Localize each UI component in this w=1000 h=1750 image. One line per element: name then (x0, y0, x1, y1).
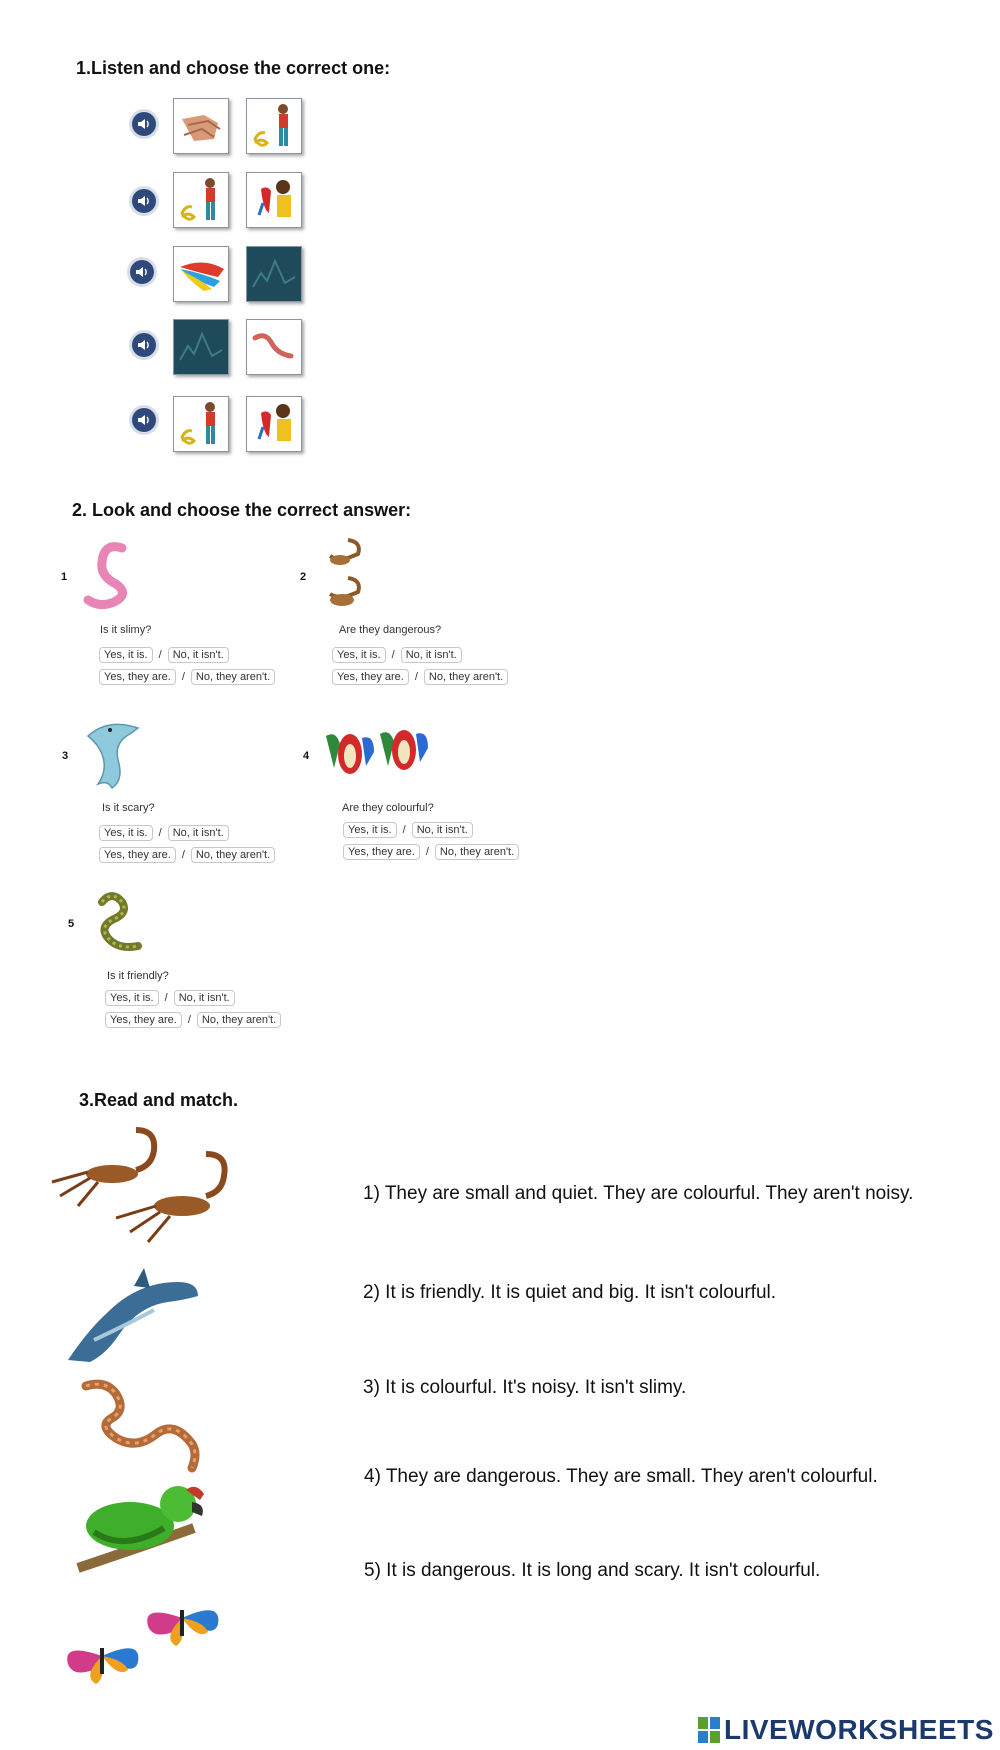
match-picture-butterflies[interactable] (62, 1596, 232, 1690)
choice-tile-wing[interactable] (173, 246, 229, 302)
speaker-icon (136, 412, 152, 428)
boy-snake-icon (174, 397, 228, 451)
separator: / (391, 649, 395, 661)
choice-tile-dark[interactable] (246, 246, 302, 302)
boy-snake-icon (247, 99, 301, 153)
answer-no-they-arent[interactable]: No, they aren't. (191, 847, 275, 863)
match-picture-dolphin[interactable] (64, 1264, 204, 1364)
answer-yes-they-are[interactable]: Yes, they are. (99, 847, 176, 863)
snake-icon (86, 1384, 195, 1468)
butterfly-icon (67, 1648, 138, 1684)
answer-no-it-isnt[interactable]: No, it isn't. (168, 647, 229, 663)
choice-tile-boy-snake[interactable] (173, 172, 229, 228)
choice-tile-hands[interactable] (173, 98, 229, 154)
dolphin-icon (82, 716, 154, 796)
item-number: 1 (61, 571, 68, 583)
question-text: Is it scary? (102, 802, 155, 814)
answer-yes-they-are[interactable]: Yes, they are. (99, 669, 176, 685)
speaker-icon (136, 193, 152, 209)
speaker-icon (136, 116, 152, 132)
scorpion-icon (116, 1154, 225, 1242)
audio-speaker-button-1[interactable] (132, 112, 156, 136)
choice-tile-boy-snake[interactable] (246, 98, 302, 154)
match-statement-5[interactable]: 5) It is dangerous. It is long and scary. It isn't colourful. (364, 1560, 821, 1581)
brand-name: LIVEWORKSHEETS (724, 1714, 994, 1745)
item-number: 2 (300, 571, 307, 583)
choice-tile-dark[interactable] (173, 319, 229, 375)
answer-options-row-they (99, 669, 275, 685)
separator: / (164, 992, 168, 1004)
section2-heading: 2. Look and choose the correct answer: (72, 500, 412, 520)
answer-no-it-isnt[interactable]: No, it isn't. (412, 822, 473, 838)
separator: / (425, 846, 429, 858)
audio-speaker-button-3[interactable] (130, 260, 154, 284)
answer-no-they-arent[interactable]: No, they aren't. (435, 844, 519, 860)
question-text: Is it friendly? (107, 970, 169, 982)
separator: / (158, 649, 162, 661)
answer-no-it-isnt[interactable]: No, it isn't. (174, 990, 235, 1006)
section1-heading: 1.Listen and choose the correct one: (76, 58, 391, 78)
separator: / (402, 824, 406, 836)
answer-no-it-isnt[interactable]: No, it isn't. (401, 647, 462, 663)
answer-options-row-it (99, 825, 229, 841)
match-statement-4[interactable]: 4) They are dangerous. They are small. They aren't colourful. (364, 1466, 878, 1487)
section3-heading: 3.Read and match. (79, 1090, 239, 1110)
audio-speaker-button-4[interactable] (132, 333, 156, 357)
choice-tile-worm[interactable] (246, 319, 302, 375)
answer-options-row-it (99, 647, 229, 663)
answer-yes-it-is[interactable]: Yes, it is. (343, 822, 397, 838)
match-picture-scorpions[interactable] (38, 1122, 238, 1250)
item-number: 5 (68, 918, 75, 930)
separator: / (158, 827, 162, 839)
match-picture-snake[interactable] (80, 1376, 205, 1476)
dolphin-icon (68, 1268, 198, 1362)
worm-icon (247, 320, 301, 374)
hands-icon (174, 99, 228, 153)
boy-snake-icon (174, 173, 228, 227)
girl-parrot-icon (247, 397, 301, 451)
dark-scene-icon (247, 247, 301, 301)
choice-tile-girl-parrot[interactable] (246, 396, 302, 452)
scorpion-icon (52, 1130, 154, 1206)
wing-icon (174, 247, 228, 301)
speaker-icon (136, 337, 152, 353)
match-picture-parrot[interactable] (74, 1482, 214, 1574)
question-text: Are they colourful? (342, 802, 434, 814)
answer-yes-it-is[interactable]: Yes, it is. (99, 825, 153, 841)
answer-no-they-arent[interactable]: No, they aren't. (191, 669, 275, 685)
answer-yes-it-is[interactable]: Yes, it is. (105, 990, 159, 1006)
snake-icon (88, 888, 148, 960)
match-statement-1[interactable]: 1) They are small and quiet. They are colourful. They aren't noisy. (363, 1183, 914, 1204)
answer-yes-it-is[interactable]: Yes, it is. (99, 647, 153, 663)
item-number: 4 (303, 750, 310, 762)
answer-yes-they-are[interactable]: Yes, they are. (332, 669, 409, 685)
answer-yes-they-are[interactable]: Yes, they are. (343, 844, 420, 860)
answer-options-row-it (105, 990, 235, 1006)
answer-no-they-arent[interactable]: No, they aren't. (197, 1012, 281, 1028)
answer-options-row-it (343, 822, 473, 838)
answer-yes-it-is[interactable]: Yes, it is. (332, 647, 386, 663)
answer-options-row-they (99, 847, 275, 863)
answer-options-row-they (332, 669, 508, 685)
separator: / (187, 1014, 191, 1026)
answer-options-row-they (105, 1012, 281, 1028)
separator: / (181, 671, 185, 683)
brand-logo (698, 1714, 994, 1746)
question-text: Are they dangerous? (339, 624, 442, 636)
separator: / (414, 671, 418, 683)
answer-options-row-it (332, 647, 462, 663)
answer-no-they-arent[interactable]: No, they aren't. (424, 669, 508, 685)
parrots-icon (322, 716, 432, 796)
worm-icon (78, 540, 142, 612)
parrot-icon (78, 1486, 204, 1568)
answer-options-row-they (343, 844, 519, 860)
match-statement-2[interactable]: 2) It is friendly. It is quiet and big. It isn't colourful. (363, 1282, 777, 1303)
question-text: Is it slimy? (100, 624, 152, 636)
dark-scene-icon (174, 320, 228, 374)
answer-no-it-isnt[interactable]: No, it isn't. (168, 825, 229, 841)
item-number: 3 (62, 750, 69, 762)
speaker-icon (134, 264, 150, 280)
butterfly-icon (147, 1610, 218, 1646)
choice-tile-boy-snake[interactable] (173, 396, 229, 452)
audio-speaker-button-2[interactable] (132, 189, 156, 213)
girl-parrot-icon (247, 173, 301, 227)
audio-speaker-button-5[interactable] (132, 408, 156, 432)
answer-yes-they-are[interactable]: Yes, they are. (105, 1012, 182, 1028)
liveworksheets-logo-icon (698, 1717, 720, 1743)
separator: / (181, 849, 185, 861)
scorpions-icon (318, 536, 378, 616)
choice-tile-girl-parrot[interactable] (246, 172, 302, 228)
match-statement-3[interactable]: 3) It is colourful. It's noisy. It isn't slimy. (363, 1377, 687, 1398)
